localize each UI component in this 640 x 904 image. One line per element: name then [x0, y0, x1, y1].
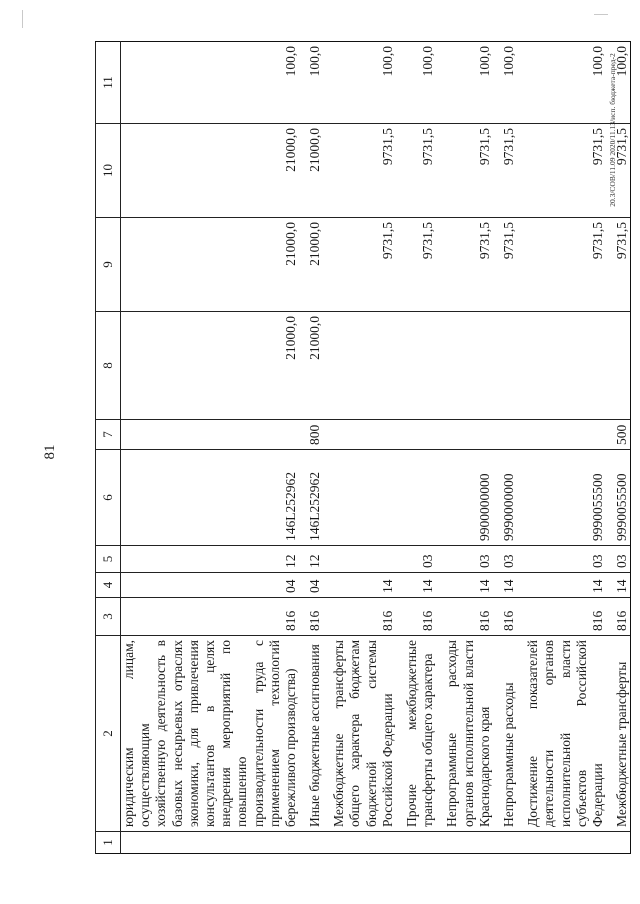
header-col-8: 8	[96, 312, 121, 420]
row-description: Межбюджетные трансферты	[614, 636, 631, 832]
cell-col-10-value: 9731,5	[444, 124, 493, 218]
cell-ministry-code: 816	[307, 598, 323, 636]
spacer-cell	[606, 598, 614, 636]
spacer-cell	[436, 598, 444, 636]
cell-expense-type-code: 500	[614, 420, 631, 450]
scan-mark-top-right	[594, 14, 608, 15]
cell-col-1	[121, 832, 300, 854]
row-description: Непрограммные расходы органов исполнительной власти Краснодарского края	[444, 636, 493, 832]
spacer-cell	[606, 124, 614, 218]
spacer-cell	[323, 598, 331, 636]
row-spacer	[299, 42, 307, 854]
spacer-cell	[323, 832, 331, 854]
row-description: Межбюджетные трансферты общего характера бюджетам бюджетной системы Российской Федерации	[331, 636, 396, 832]
cell-col-8-value: 21000,0	[307, 312, 323, 420]
spacer-cell	[606, 573, 614, 598]
cell-target-code: 9990000000	[501, 450, 517, 546]
cell-section-code: 04	[121, 573, 300, 598]
spacer-cell	[493, 450, 501, 546]
table-row	[331, 42, 396, 854]
cell-col-9-value: 9731,5	[444, 218, 493, 312]
cell-expense-type-code	[121, 420, 300, 450]
row-spacer	[396, 42, 404, 854]
spacer-cell	[396, 832, 404, 854]
table-row	[307, 42, 323, 854]
cell-col-1	[525, 832, 606, 854]
spacer-cell	[299, 218, 307, 312]
spacer-cell	[493, 832, 501, 854]
cell-col-10-value: 9731,5	[404, 124, 436, 218]
row-description: юридическим лицам, осуществляющим хозяйственную деятельность в базовых несырьевых отраслях экономики, для привлечения консультантов в целях внедрения мероприятий по повышению производительности труда с применением технологий бережливого производства)	[121, 636, 300, 832]
cell-ministry-code: 816	[404, 598, 436, 636]
cell-expense-type-code	[404, 420, 436, 450]
cell-col-8-value	[331, 312, 396, 420]
cell-col-10-value: 9731,5	[501, 124, 517, 218]
spacer-cell	[323, 546, 331, 573]
header-col-6: 6	[96, 450, 121, 546]
row-description: Иные бюджетные ассигнования	[307, 636, 323, 832]
spacer-cell	[493, 312, 501, 420]
spacer-cell	[396, 42, 404, 124]
table-body	[121, 42, 631, 854]
spacer-cell	[436, 218, 444, 312]
spacer-cell	[517, 598, 525, 636]
cell-ministry-code: 816	[501, 598, 517, 636]
spacer-cell	[396, 124, 404, 218]
spacer-cell	[323, 218, 331, 312]
header-col-10: 10	[96, 124, 121, 218]
cell-subsection-code: 12	[307, 546, 323, 573]
cell-col-11-value: 100,0	[307, 42, 323, 124]
cell-col-1	[331, 832, 396, 854]
page-number: 81	[42, 444, 58, 460]
cell-col-9-value: 9731,5	[525, 218, 606, 312]
spacer-cell	[517, 420, 525, 450]
spacer-cell	[396, 598, 404, 636]
spacer-cell	[606, 546, 614, 573]
spacer-cell	[517, 42, 525, 124]
cell-col-8-value	[444, 312, 493, 420]
cell-section-code: 14	[501, 573, 517, 598]
cell-subsection-code: 03	[404, 546, 436, 573]
cell-col-1	[501, 832, 517, 854]
spacer-cell	[299, 312, 307, 420]
spacer-cell	[436, 832, 444, 854]
cell-section-code: 14	[444, 573, 493, 598]
spacer-cell	[606, 420, 614, 450]
cell-col-10-value: 9731,5	[614, 124, 631, 218]
cell-col-10-value: 9731,5	[331, 124, 396, 218]
cell-col-1	[404, 832, 436, 854]
cell-col-11-value: 100,0	[404, 42, 436, 124]
header-col-1: 1	[96, 832, 121, 854]
cell-section-code: 14	[614, 573, 631, 598]
row-spacer	[323, 42, 331, 854]
spacer-cell	[299, 546, 307, 573]
spacer-cell	[606, 832, 614, 854]
spacer-cell	[299, 636, 307, 832]
cell-ministry-code: 816	[121, 598, 300, 636]
spacer-cell	[493, 546, 501, 573]
spacer-cell	[606, 42, 614, 124]
spacer-cell	[606, 636, 614, 832]
header-col-7: 7	[96, 420, 121, 450]
header-col-5: 5	[96, 546, 121, 573]
spacer-cell	[299, 573, 307, 598]
spacer-cell	[396, 218, 404, 312]
table-row	[501, 42, 517, 854]
cell-target-code: 9900000000	[444, 450, 493, 546]
spacer-cell	[606, 450, 614, 546]
cell-section-code: 14	[525, 573, 606, 598]
cell-ministry-code: 816	[525, 598, 606, 636]
spacer-cell	[436, 312, 444, 420]
spacer-cell	[436, 420, 444, 450]
cell-subsection-code: 03	[525, 546, 606, 573]
cell-col-1	[444, 832, 493, 854]
spacer-cell	[396, 546, 404, 573]
spacer-cell	[396, 420, 404, 450]
spacer-cell	[323, 450, 331, 546]
spacer-cell	[493, 420, 501, 450]
cell-col-9-value: 9731,5	[501, 218, 517, 312]
spacer-cell	[436, 573, 444, 598]
spacer-cell	[436, 636, 444, 832]
cell-target-code: 146L252962	[121, 450, 300, 546]
spacer-cell	[493, 218, 501, 312]
cell-subsection-code: 12	[121, 546, 300, 573]
row-spacer	[493, 42, 501, 854]
cell-section-code: 14	[404, 573, 436, 598]
spacer-cell	[493, 573, 501, 598]
spacer-cell	[606, 312, 614, 420]
header-col-9: 9	[96, 218, 121, 312]
cell-col-11-value: 100,0	[444, 42, 493, 124]
cell-expense-type-code: 800	[307, 420, 323, 450]
cell-col-1	[614, 832, 631, 854]
spacer-cell	[493, 636, 501, 832]
cell-subsection-code: 03	[614, 546, 631, 573]
cell-col-10-value: 9731,5	[525, 124, 606, 218]
cell-section-code: 14	[331, 573, 396, 598]
spacer-cell	[517, 832, 525, 854]
row-description: Достижение показателей деятельности органов исполнительной власти субъектов Российской Федерации	[525, 636, 606, 832]
cell-col-11-value: 100,0	[501, 42, 517, 124]
cell-col-8-value	[501, 312, 517, 420]
cell-subsection-code: 03	[444, 546, 493, 573]
row-spacer	[606, 42, 614, 854]
cell-col-10-value: 21000,0	[307, 124, 323, 218]
spacer-cell	[396, 573, 404, 598]
spacer-cell	[517, 573, 525, 598]
table-row	[121, 42, 300, 854]
spacer-cell	[436, 450, 444, 546]
spacer-cell	[606, 218, 614, 312]
spacer-cell	[299, 420, 307, 450]
spacer-cell	[517, 546, 525, 573]
spacer-cell	[517, 312, 525, 420]
cell-col-8-value	[525, 312, 606, 420]
cell-target-code	[404, 450, 436, 546]
table-row	[404, 42, 436, 854]
spacer-cell	[299, 42, 307, 124]
scan-mark-top	[22, 10, 23, 28]
cell-col-11-value: 100,0	[525, 42, 606, 124]
cell-col-9-value: 9731,5	[404, 218, 436, 312]
cell-col-9-value: 21000,0	[307, 218, 323, 312]
cell-ministry-code: 816	[331, 598, 396, 636]
cell-ministry-code: 816	[614, 598, 631, 636]
budget-table	[95, 41, 631, 854]
spacer-cell	[436, 42, 444, 124]
spacer-cell	[517, 124, 525, 218]
cell-ministry-code: 816	[444, 598, 493, 636]
spacer-cell	[299, 832, 307, 854]
row-spacer	[517, 42, 525, 854]
cell-col-8-value: 21000,0	[121, 312, 300, 420]
cell-col-1	[307, 832, 323, 854]
spacer-cell	[299, 598, 307, 636]
spacer-cell	[493, 124, 501, 218]
header-col-2: 2	[96, 636, 121, 832]
spacer-cell	[517, 636, 525, 832]
cell-col-10-value: 21000,0	[121, 124, 300, 218]
cell-target-code	[331, 450, 396, 546]
spacer-cell	[323, 636, 331, 832]
spacer-cell	[493, 598, 501, 636]
cell-col-11-value: 100,0	[614, 42, 631, 124]
cell-target-code: 9990055500	[525, 450, 606, 546]
cell-col-11-value: 100,0	[121, 42, 300, 124]
cell-target-code: 9990055500	[614, 450, 631, 546]
spacer-cell	[323, 420, 331, 450]
cell-target-code: 146L252962	[307, 450, 323, 546]
spacer-cell	[299, 450, 307, 546]
spacer-cell	[517, 218, 525, 312]
spacer-cell	[517, 450, 525, 546]
cell-expense-type-code	[331, 420, 396, 450]
header-col-3: 3	[96, 598, 121, 636]
spacer-cell	[396, 450, 404, 546]
cell-col-9-value: 9731,5	[331, 218, 396, 312]
table-row	[614, 42, 631, 854]
cell-expense-type-code	[501, 420, 517, 450]
cell-col-8-value	[404, 312, 436, 420]
spacer-cell	[323, 312, 331, 420]
footer-file-code: 20.3/СОВ/11.09 2020/11.13/исп. бюджета-пред-2	[608, 53, 617, 207]
spacer-cell	[396, 636, 404, 832]
table-row	[444, 42, 493, 854]
cell-expense-type-code	[525, 420, 606, 450]
spacer-cell	[323, 42, 331, 124]
spacer-cell	[493, 42, 501, 124]
header-col-4: 4	[96, 573, 121, 598]
spacer-cell	[436, 124, 444, 218]
header-row	[96, 42, 121, 854]
spacer-cell	[396, 312, 404, 420]
spacer-cell	[323, 573, 331, 598]
cell-col-11-value: 100,0	[331, 42, 396, 124]
header-col-11: 11	[96, 42, 121, 124]
spacer-cell	[436, 546, 444, 573]
cell-col-9-value: 21000,0	[121, 218, 300, 312]
row-description: Прочие межбюджетные трансферты общего характера	[404, 636, 436, 832]
cell-subsection-code	[331, 546, 396, 573]
cell-col-8-value	[614, 312, 631, 420]
table-row	[525, 42, 606, 854]
cell-subsection-code: 03	[501, 546, 517, 573]
spacer-cell	[299, 124, 307, 218]
row-description: Непрограммные расходы	[501, 636, 517, 832]
cell-section-code: 04	[307, 573, 323, 598]
cell-col-9-value: 9731,5	[614, 218, 631, 312]
cell-expense-type-code	[444, 420, 493, 450]
row-spacer	[436, 42, 444, 854]
spacer-cell	[323, 124, 331, 218]
